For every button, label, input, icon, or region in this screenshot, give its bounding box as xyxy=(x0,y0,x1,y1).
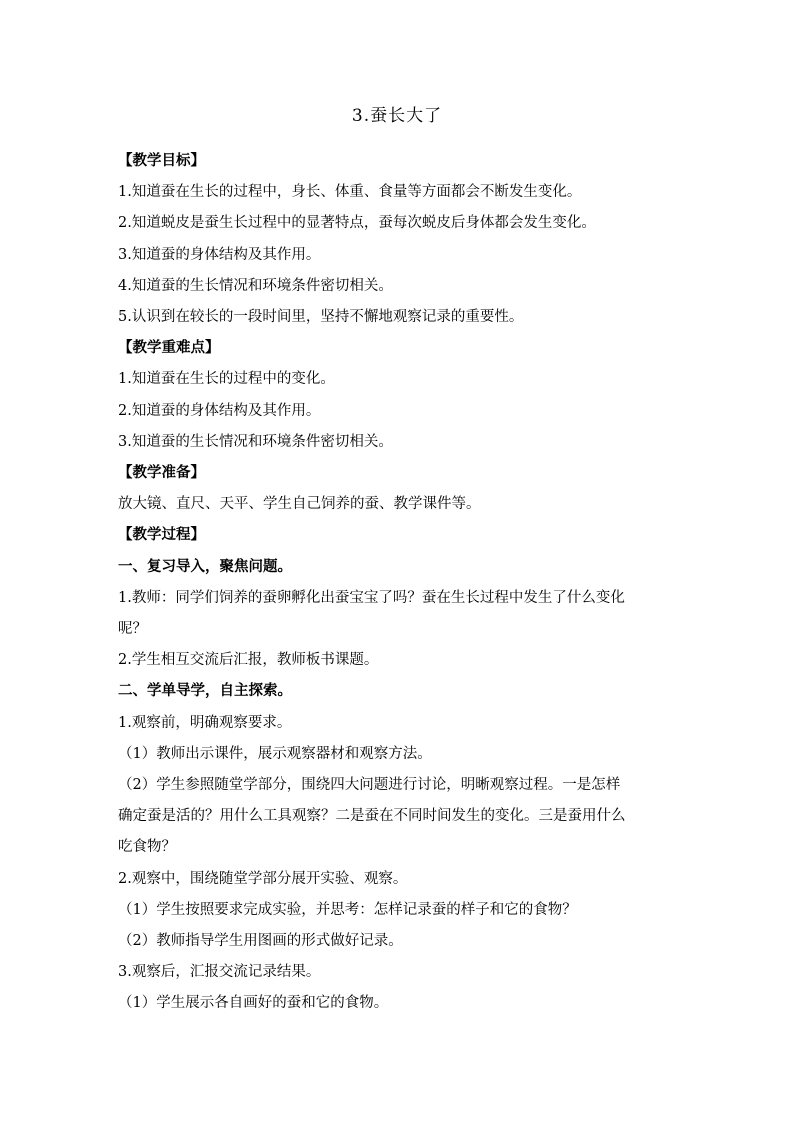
section-heading: 一、复习导入，聚焦问题。 xyxy=(118,559,292,575)
text-line: （1）教师出示课件，展示观察器材和观察方法。 xyxy=(118,746,432,762)
text-line: 1.观察前，明确观察要求。 xyxy=(118,715,292,731)
text-line: （1）学生按照要求完成实验，并思考：怎样记录蚕的样子和它的食物？ xyxy=(118,902,577,918)
section-heading: 【教学准备】 xyxy=(118,465,205,481)
text-line: 4.知道蚕的生长情况和环境条件密切相关。 xyxy=(118,278,393,294)
text-line: 2.观察中，围绕随堂学部分展开实验、观察。 xyxy=(118,871,408,887)
text-line: 2.知道蜕皮是蚕生长过程中的显著特点，蚕每次蜕皮后身体都会发生变化。 xyxy=(118,215,596,231)
text-line: 2.知道蚕的身体结构及其作用。 xyxy=(118,403,321,419)
text-line: 1.教师：同学们饲养的蚕卵孵化出蚕宝宝了吗？蚕在生长过程中发生了什么变化 xyxy=(118,590,625,606)
text-line: 1.知道蚕在生长的过程中，身长、体重、食量等方面都会不断发生变化。 xyxy=(118,184,582,200)
section-heading: 【教学重难点】 xyxy=(118,340,220,356)
text-line: 呢？ xyxy=(118,621,147,637)
section-heading: 二、学单导学，自主探索。 xyxy=(118,683,292,699)
text-line: 5.认识到在较长的一段时间里，坚持不懈地观察记录的重要性。 xyxy=(118,309,524,325)
text-line: 3.知道蚕的身体结构及其作用。 xyxy=(118,247,321,263)
section-heading: 【教学过程】 xyxy=(118,527,205,543)
text-line: 1.知道蚕在生长的过程中的变化。 xyxy=(118,371,335,387)
text-line: （1）学生展示各自画好的蚕和它的食物。 xyxy=(118,995,389,1011)
section-heading: 【教学目标】 xyxy=(118,153,205,169)
text-line: 3.观察后，汇报交流记录结果。 xyxy=(118,964,321,980)
text-line: 确定蚕是活的？用什么工具观察？二是蚕在不同时间发生的变化。三是蚕用什么 xyxy=(118,808,626,824)
page-title: 3.蚕长大了 xyxy=(351,106,443,126)
text-line: （2）教师指导学生用图画的形式做好记录。 xyxy=(118,933,403,949)
text-line: （2）学生参照随堂学部分，围绕四大问题进行讨论，明晰观察过程。一是怎样 xyxy=(118,777,621,793)
text-line: 放大镜、直尺、天平、学生自己饲养的蚕、教学课件等。 xyxy=(118,496,481,512)
text-line: 吃食物？ xyxy=(118,839,176,855)
text-line: 2.学生相互交流后汇报，教师板书课题。 xyxy=(118,652,379,668)
text-line: 3.知道蚕的生长情况和环境条件密切相关。 xyxy=(118,434,393,450)
